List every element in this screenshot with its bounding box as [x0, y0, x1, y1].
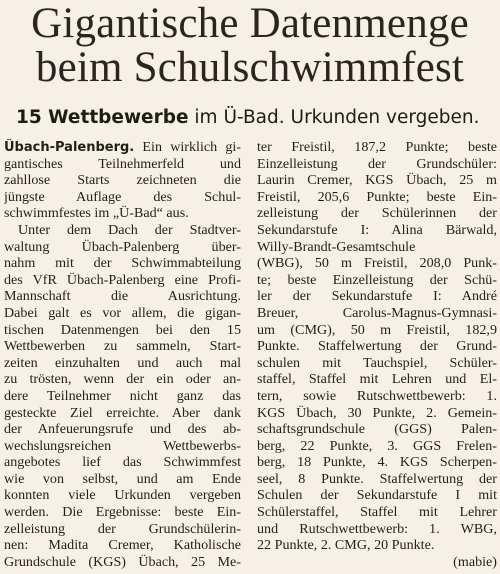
article-text-line: Mannschaft die Ausrichtung.	[4, 288, 241, 305]
left-column	[4, 139, 241, 570]
article-text-line: 22 Punkte, 2. CMG, 20 Punkte.	[257, 537, 435, 554]
article-text-line: Einzelleistung der Grundschüler:	[257, 155, 497, 172]
article-text-line: Laurin Cremer, KGS Übach, 25 m	[257, 172, 497, 189]
article-text-line: berg, 18 Punkte, 4. KGS Scherpen-	[257, 454, 497, 471]
article-text-line: wechslungsreichen Wettbewerbs-	[4, 437, 241, 454]
article-text-line: waltung Übach-Palenberg über-	[4, 238, 241, 255]
article-text-line: tischen Datenmengen bei den 15	[4, 321, 241, 338]
subhead-bold: 15 Wettbewerbe	[16, 107, 189, 128]
article-text-line: KGS Übach, 30 Punkte, 2. Gemein-	[257, 404, 497, 421]
article-text-line: zelleistung der Grundschülerin-	[4, 520, 241, 537]
article-text-line: Dabei galt es vor allem, die gigan-	[4, 304, 241, 321]
article-text-line: Grundschule (KGS) Übach, 25 Me-	[4, 553, 241, 570]
article-text-line: Breuer, Carolus-Magnus-Gymnasi-	[257, 304, 497, 321]
right-column	[257, 139, 497, 570]
article-text-line: dere Teilnehmer nicht ganz das	[4, 387, 241, 404]
subhead-rest: im Ü-Bad. Urkunden vergeben.	[188, 107, 480, 128]
article-text-line: jüngste Auflage des Schul-	[4, 188, 241, 205]
article-text-line: Schülerstaffel, Staffel mit Lehrer	[257, 504, 497, 521]
article-text-line: angebotes lief das Schwimmfest	[4, 454, 241, 471]
article-text-line: berg, 22 Punkte, 3. GGS Frelen-	[257, 437, 497, 454]
article-text-line: te; beste Einzelleistung der Schü-	[257, 271, 497, 288]
article-text-line: Unter dem Dach der Stadtver-	[18, 221, 241, 238]
article-text-line: tern, sowie Rutschwettbewerb: 1.	[257, 387, 497, 404]
article-text-line: um (CMG), 50 m Freistil, 182,9	[257, 321, 497, 338]
article-text-line: Freistil, 205,6 Punkte; beste Ein-	[257, 188, 497, 205]
article-text-line: Wettbewerben zu sammeln, Start-	[4, 338, 241, 355]
article-headline	[0, 2, 500, 90]
article-text-line: konnten viele Urkunden vergeben	[4, 487, 241, 504]
article-text-line: nahm mit der Schwimmabteilung	[4, 255, 241, 272]
article-text-line: Willy-Brandt-Gesamtschule	[257, 238, 416, 255]
article-text-line: zu trösten, wenn der ein oder an-	[4, 371, 241, 388]
article-text-line: der Anfeuerungsrufe und des ab-	[4, 421, 241, 438]
article-text-line: ter Freistil, 187,2 Punkte; beste	[257, 139, 497, 155]
article-text-line: staffel, Staffel mit Lehren und El-	[257, 371, 497, 388]
article-text-line: zeiten einzuhalten und auch mal	[4, 354, 241, 371]
article-text-line: gesteckte Ziel erreichte. Aber dank	[4, 404, 241, 421]
article-text-line: Schulen der Sekundarstufe I mit	[257, 487, 497, 504]
headline-line-2: beim Schulschwimmfest	[35, 44, 465, 91]
article-subheadline	[16, 106, 496, 130]
article-text-line: werden. Die Ergebnisse: beste Ein-	[4, 504, 241, 521]
article-text-line: ler der Sekundarstufe I: André	[257, 288, 497, 305]
author-byline: (mabie)	[453, 553, 497, 570]
headline-line-1: Gigantische Datenmenge	[31, 0, 469, 47]
article-text-line: schaftsgrundschule (GGS) Palen-	[257, 421, 497, 438]
article-text-line: schulen mit Tauchspiel, Schüler-	[257, 354, 497, 371]
article-text-line: wie von selbst, und am Ende	[4, 470, 241, 487]
article-text-line: zelleistung der Schülerinnen der	[257, 205, 497, 222]
article-text-line: Übach-Palenberg. Ein wirklich gi-	[4, 139, 241, 155]
article-text-line: Sekundarstufe I: Alina Bärwald,	[257, 221, 497, 238]
article-text-line: zahllose Starts zeichneten die	[4, 172, 241, 189]
article-text-line: (WBG), 50 m Freistil, 208,0 Punk-	[257, 255, 497, 272]
dateline: Übach-Palenberg.	[4, 140, 135, 155]
article-text-line: und Rutschwettbewerb: 1. WBG,	[257, 520, 497, 537]
article-text-line: schwimmfestes im „Ü-Bad“ aus.	[4, 205, 189, 222]
article-text-line: nen: Madita Cremer, Katholische	[4, 537, 241, 554]
article-text-line: Punkte. Staffelwertung der Grund-	[257, 338, 497, 355]
article-text-line: des VfR Übach-Palenberg eine Profi-	[4, 271, 241, 288]
article-text-line: seel, 8 Punkte. Staffelwertung der	[257, 470, 497, 487]
article-text-line: gantisches Teilnehmerfeld und	[4, 155, 241, 172]
